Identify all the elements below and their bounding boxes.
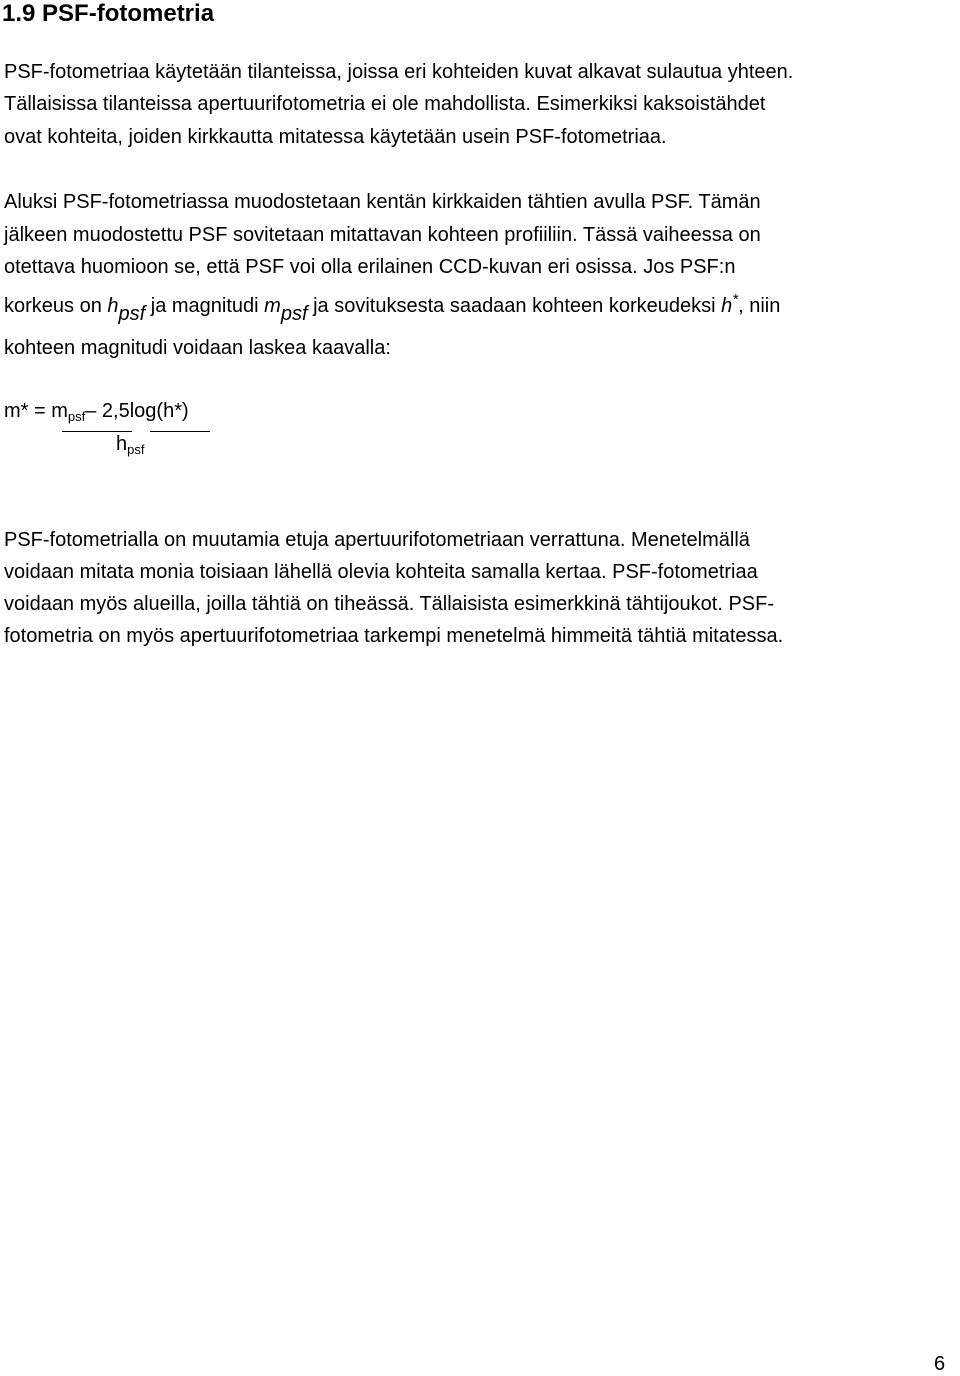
paragraph-3-line-2: voidaan mitata monia toisiaan lähellä olevia kohteita samalla kertaa. PSF-fotometriaa [4, 561, 758, 583]
paragraph-3-line-4: fotometria on myös apertuurifotometriaa tarkempi menetelmä himmeitä tähtiä mitatessa. [4, 625, 784, 647]
paragraph-1-line-3: ovat kohteita, joiden kirkkautta mitatessa käytetään usein PSF-fotometriaa. [4, 126, 667, 148]
symbol-h: h [107, 295, 119, 317]
paragraph-3-line-3: voidaan myös alueilla, joilla tähtiä on tiheässä. Tällaisista esimerkkinä tähtijoukot. PSF- [4, 593, 775, 615]
text-niin: , niin [738, 295, 781, 317]
fraction-rule-right [150, 431, 210, 432]
text-sovituksesta: ja sovituksesta saadaan kohteen korkeudeksi [307, 295, 722, 317]
superscript-star: * [732, 291, 739, 308]
formula-rhs: – 2,5log(h*) [85, 400, 189, 422]
paragraph-2-line-3: otettava huomioon se, että PSF voi olla erilainen CCD-kuvan eri osissa. Jos PSF:n [4, 256, 736, 278]
formula-den-psf: psf [127, 442, 145, 457]
paragraph-2-line-5: kohteen magnitudi voidaan laskea kaavalla: [4, 337, 391, 359]
subscript-psf-m: psf [280, 303, 308, 325]
formula-denominator [116, 432, 144, 458]
formula-psf-sub: psf [67, 409, 86, 424]
paragraph-2-line-1: Aluksi PSF-fotometriassa muodostetaan kentän kirkkaiden tähtien avulla PSF. Tämän [4, 191, 761, 213]
text-korkeus: korkeus on [4, 295, 108, 317]
formula-lhs: m* = m [4, 400, 68, 422]
paragraph-1-line-2: Tällaisissa tilanteissa apertuurifotometria ei ole mahdollista. Esimerkiksi kaksoistähdet [4, 93, 766, 115]
page-number: 6 [934, 1353, 946, 1375]
paragraph-2-line-2: jälkeen muodostettu PSF sovitetaan mitattavan kohteen profiiliin. Tässä vaiheessa on [4, 224, 761, 246]
section-heading: 1.9 PSF-fotometria [2, 0, 215, 27]
paragraph-2-line-4 [4, 291, 781, 325]
symbol-h-star: h [721, 295, 733, 317]
formula-den-h: h [116, 433, 128, 455]
paragraph-1-line-1: PSF-fotometriaa käytetään tilanteissa, joissa eri kohteiden kuvat alkavat sulautua yhteen. [4, 61, 794, 83]
symbol-m: m [264, 295, 281, 317]
text-magnitudi: ja magnitudi [145, 295, 265, 317]
subscript-psf-h: psf [118, 303, 146, 325]
paragraph-3-line-1: PSF-fotometrialla on muutamia etuja apertuurifotometriaan verrattuna. Menetelmällä [4, 529, 750, 551]
formula-numerator [4, 399, 189, 425]
